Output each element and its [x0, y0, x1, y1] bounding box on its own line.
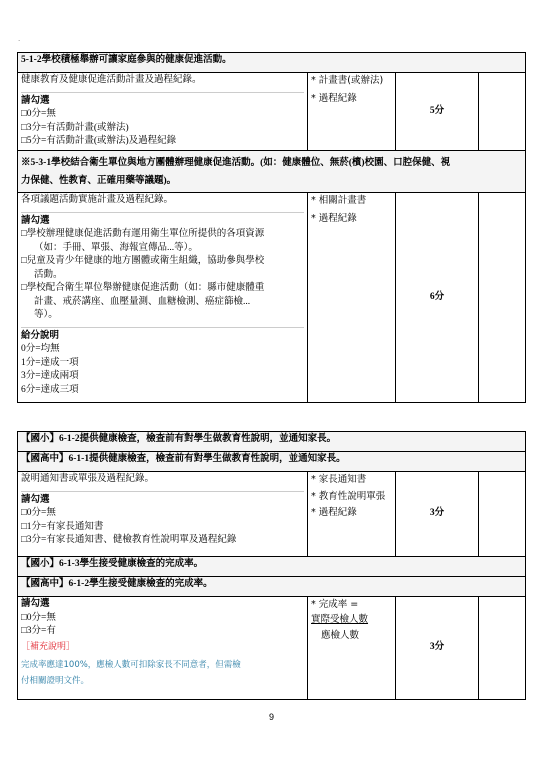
- section-5-3-1-option-cont: （如：手冊、單張、海報宣傳品...等）。: [34, 242, 198, 253]
- rating-item: 3分=達成兩項: [21, 371, 79, 381]
- section-5-3-1-header-line: ※5-3-1學校結合衛生單位與地方團體辦理健康促進活動。(如：健康體位、無菸(檳)校園、口腔保健、視: [21, 158, 451, 168]
- section-6-1-exam-score: 3分: [396, 472, 479, 557]
- section-5-3-1-rating-title: 給分說明: [21, 330, 60, 341]
- section-5-3-1-option[interactable]: □學校辦理健康促進活動有運用衛生單位所提供的各項資源: [21, 229, 265, 239]
- section-6-1-1-high-header: 【國高中】6-1-1提供健康檢查，檢查前有對學生做教育性說明，並通知家長。: [18, 452, 526, 472]
- rating-item: 1分=達成一項: [21, 357, 79, 368]
- section-5-3-1-score: 6分: [396, 193, 479, 403]
- section-6-1-completion-score: 3分: [396, 597, 479, 700]
- section-6-1-completion-option[interactable]: □0分=無: [21, 612, 56, 623]
- evidence-item: * 家長通知書: [311, 474, 367, 485]
- supplementary-note-text: 付相關證明文件。: [21, 676, 90, 686]
- section-6-1-exam-description-cell: [18, 472, 308, 557]
- section-6-1-2-primary-header: 【國小】6-1-2提供健康檢查，檢查前有對學生做教育性說明，並通知家長。: [18, 432, 526, 452]
- rating-item: 6分=達成三項: [21, 384, 79, 395]
- section-6-1-exam-desc: 說明通知書或單張及過程紀錄。: [21, 474, 155, 484]
- evidence-item: * 過程紀錄: [311, 212, 357, 224]
- evidence-item: * 相關計畫書: [311, 195, 367, 206]
- supplementary-note-text: 完成率應達100%，應檢人數可扣除家長不同意者，但需檢: [21, 660, 241, 670]
- rating-item: 0分=均無: [21, 344, 60, 354]
- completion-rate-label: * 完成率 =: [311, 599, 359, 610]
- section-5-3-1-header: [18, 151, 526, 193]
- section-5-3-1-option-cont: 計畫、戒菸講座、血壓量測、血糖檢測、癌症篩檢...: [34, 296, 251, 307]
- section-5-3-1-desc: 各項議題活動實施計畫及過程紀錄。: [21, 195, 174, 205]
- section-5-1-2-option[interactable]: □5分=有活動計畫(或辦法)及過程紀錄: [21, 136, 177, 146]
- section-6-1-completion-option[interactable]: □3分=有: [21, 626, 56, 636]
- section-5-1-2-description-cell: [18, 73, 308, 151]
- evidence-item: * 計畫書(或辦法): [311, 75, 384, 86]
- section-5-1-2-evidence: [308, 73, 396, 151]
- section-6-1-exam-check-title: 請勾選: [21, 494, 50, 505]
- section-5-1-2-option[interactable]: □0分=無: [21, 109, 56, 119]
- section-6-1-completion-blank: [479, 597, 526, 700]
- section-5-1-2-option[interactable]: □3分=有活動計畫(或辦法): [21, 122, 129, 133]
- page-mark: `: [18, 39, 21, 47]
- section-5-3-1-option[interactable]: □兒童及青少年健康的地方團體或衛生組織，協助參與學校: [21, 256, 265, 266]
- section-6-1-exam-blank: [479, 472, 526, 557]
- section-5-3-1-blank: [479, 193, 526, 403]
- evidence-item: * 過程紀錄: [311, 92, 357, 104]
- section-6-1-exam-option[interactable]: □1分=有家長通知書: [21, 521, 104, 532]
- section-5-1-2-desc: 健康教育及健康促進活動計畫及過程紀錄。: [21, 75, 202, 85]
- section-6-1-2-high-header: 【國高中】6-1-2學生接受健康檢查的完成率。: [18, 577, 526, 597]
- criteria-table-section-6: [17, 431, 526, 700]
- section-6-1-exam-option[interactable]: □3分=有家長通知書、健檢教育性說明單及過程紀錄: [21, 535, 237, 545]
- supplementary-note-title: ［補充說明］: [21, 641, 76, 652]
- evidence-item: * 過程紀錄: [311, 507, 357, 518]
- evidence-item: * 教育性說明單張: [311, 490, 386, 502]
- page-number: 9: [268, 712, 274, 722]
- section-5-3-1-option[interactable]: □學校配合衛生單位舉辦健康促進活動（如：縣市健康體重: [21, 283, 265, 293]
- section-6-1-exam-evidence: [308, 472, 396, 557]
- section-5-3-1-check-title: 請勾選: [21, 215, 50, 226]
- section-6-1-3-primary-header: 【國小】6-1-3學生接受健康檢查的完成率。: [18, 557, 526, 577]
- section-5-1-2-score: 5分: [396, 73, 479, 151]
- section-5-1-2-check-title: 請勾選: [21, 95, 50, 106]
- section-6-1-completion-description-cell: [18, 597, 308, 700]
- section-6-1-completion-evidence: [308, 597, 396, 700]
- completion-rate-denominator: 應檢人數: [321, 630, 360, 641]
- section-5-1-2-blank: [479, 73, 526, 151]
- section-5-3-1-option-cont: 活動。: [34, 269, 63, 280]
- section-5-1-2-header: 5-1-2學校積極舉辦可讓家庭參與的健康促進活動。: [18, 53, 526, 73]
- section-5-3-1-description-cell: [18, 193, 308, 403]
- section-6-1-exam-option[interactable]: □0分=無: [21, 508, 56, 518]
- section-5-3-1-option-cont: 等）。: [34, 310, 58, 320]
- criteria-table-section-5: [17, 52, 526, 403]
- section-6-1-completion-check-title: 請勾選: [21, 599, 50, 609]
- section-5-3-1-header-line: 力保健、性教育、正確用藥等議題)。: [21, 176, 177, 186]
- section-5-3-1-evidence: [308, 193, 396, 403]
- completion-rate-numerator: 實際受檢人數: [311, 613, 369, 625]
